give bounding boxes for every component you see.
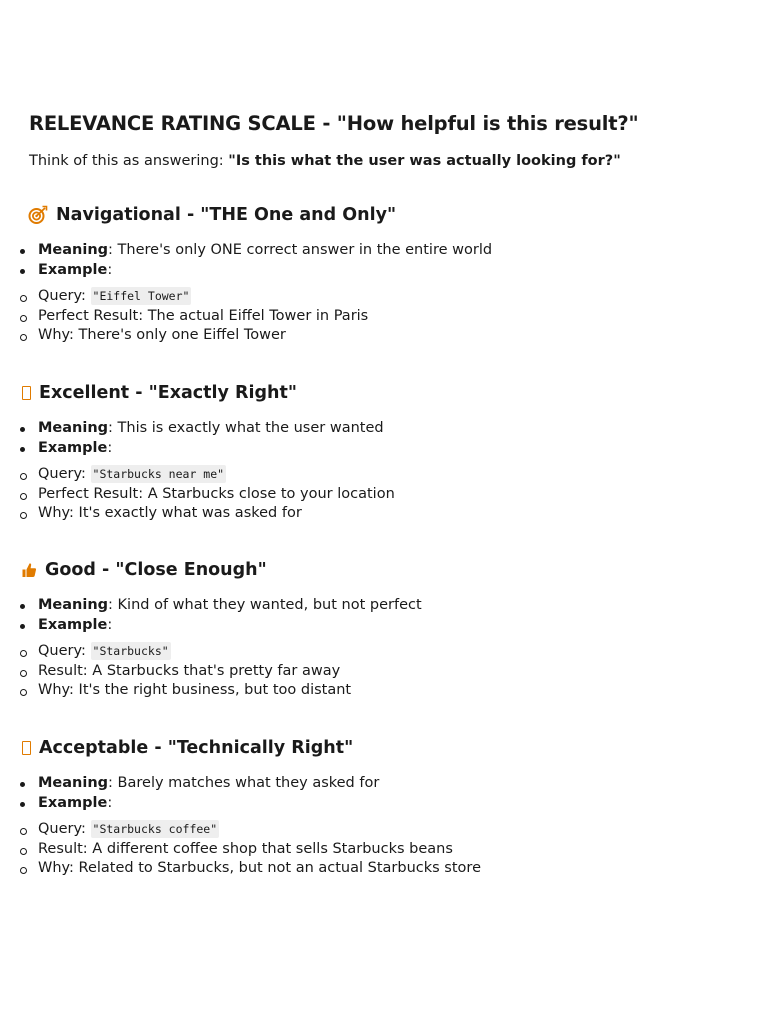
list-item: [0, 241, 700, 261]
query-code: "Starbucks": [92, 644, 169, 658]
query-code: "Starbucks coffee": [92, 822, 218, 836]
list-item: [0, 419, 700, 439]
list-item: Perfect Result: The actual Eiffel Tower in Paris: [0, 307, 700, 327]
list-item: [0, 774, 700, 794]
list-item: [0, 439, 700, 459]
list-item: [0, 465, 700, 485]
example-colon: :: [107, 794, 113, 811]
list-item: [0, 642, 700, 662]
intro-emphasis: "Is this what the user was actually looking for?": [228, 153, 621, 169]
section-details-list: [0, 774, 700, 813]
meaning-text: : This is exactly what the user wanted: [108, 420, 384, 436]
query-prefix: Query:: [38, 821, 91, 837]
list-item: Why: There's only one Eiffel Tower: [0, 326, 700, 346]
intro-text: Think of this as answering:: [29, 153, 229, 169]
example-colon: :: [107, 616, 113, 633]
meaning-label: Meaning: [38, 597, 109, 613]
list-item: [0, 794, 700, 814]
section-heading: [21, 381, 297, 405]
example-label: Example: [38, 261, 108, 278]
example-list: [0, 465, 700, 524]
thumbs-up-icon: [21, 562, 37, 578]
list-item: Result: A different coffee shop that sells Starbucks beans: [0, 840, 700, 860]
section-heading-text: Acceptable - "Technically Right": [39, 738, 354, 758]
section-heading-text: Navigational - "THE One and Only": [56, 205, 397, 225]
missing-glyph-icon: [22, 741, 31, 755]
example-label: Example: [38, 794, 108, 811]
example-list: [0, 820, 700, 879]
query-prefix: Query:: [38, 466, 91, 482]
section-heading-text: Excellent - "Exactly Right": [39, 383, 297, 403]
meaning-label: Meaning: [38, 242, 109, 258]
query-code: "Starbucks near me": [92, 467, 225, 481]
query-prefix: Query:: [38, 643, 91, 659]
query-code: "Eiffel Tower": [92, 289, 190, 303]
list-item: [0, 820, 700, 840]
meaning-text: : Barely matches what they asked for: [108, 775, 380, 791]
example-label: Example: [38, 616, 108, 633]
meaning-label: Meaning: [38, 775, 109, 791]
list-item: Perfect Result: A Starbucks close to your location: [0, 485, 700, 505]
section-details-list: [0, 596, 700, 635]
list-item: [0, 616, 700, 636]
list-item: Why: It's the right business, but too distant: [0, 681, 700, 701]
list-item: [0, 287, 700, 307]
list-item: Result: A Starbucks that's pretty far away: [0, 662, 700, 682]
section-details-list: [0, 419, 700, 458]
example-list: [0, 287, 700, 346]
section-heading: [28, 203, 396, 227]
meaning-label: Meaning: [38, 420, 109, 436]
list-item: Why: Related to Starbucks, but not an actual Starbucks store: [0, 859, 700, 879]
list-item: [0, 261, 700, 281]
section-heading-text: Good - "Close Enough": [45, 560, 267, 580]
target-arrow-icon: [28, 205, 48, 225]
example-colon: :: [107, 439, 113, 456]
missing-glyph-icon: [22, 386, 31, 400]
list-item: Why: It's exactly what was asked for: [0, 504, 700, 524]
example-colon: :: [107, 261, 113, 278]
section-details-list: [0, 241, 700, 280]
meaning-text: : Kind of what they wanted, but not perfect: [108, 597, 422, 613]
intro-paragraph: [29, 151, 621, 171]
example-label: Example: [38, 439, 108, 456]
list-item: [0, 596, 700, 616]
meaning-text: : There's only ONE correct answer in the entire world: [108, 242, 493, 258]
section-heading: [21, 736, 353, 760]
query-prefix: Query:: [38, 288, 91, 304]
section-heading: [21, 558, 267, 582]
example-list: [0, 642, 700, 701]
page-title: RELEVANCE RATING SCALE - "How helpful is this result?": [29, 112, 639, 135]
